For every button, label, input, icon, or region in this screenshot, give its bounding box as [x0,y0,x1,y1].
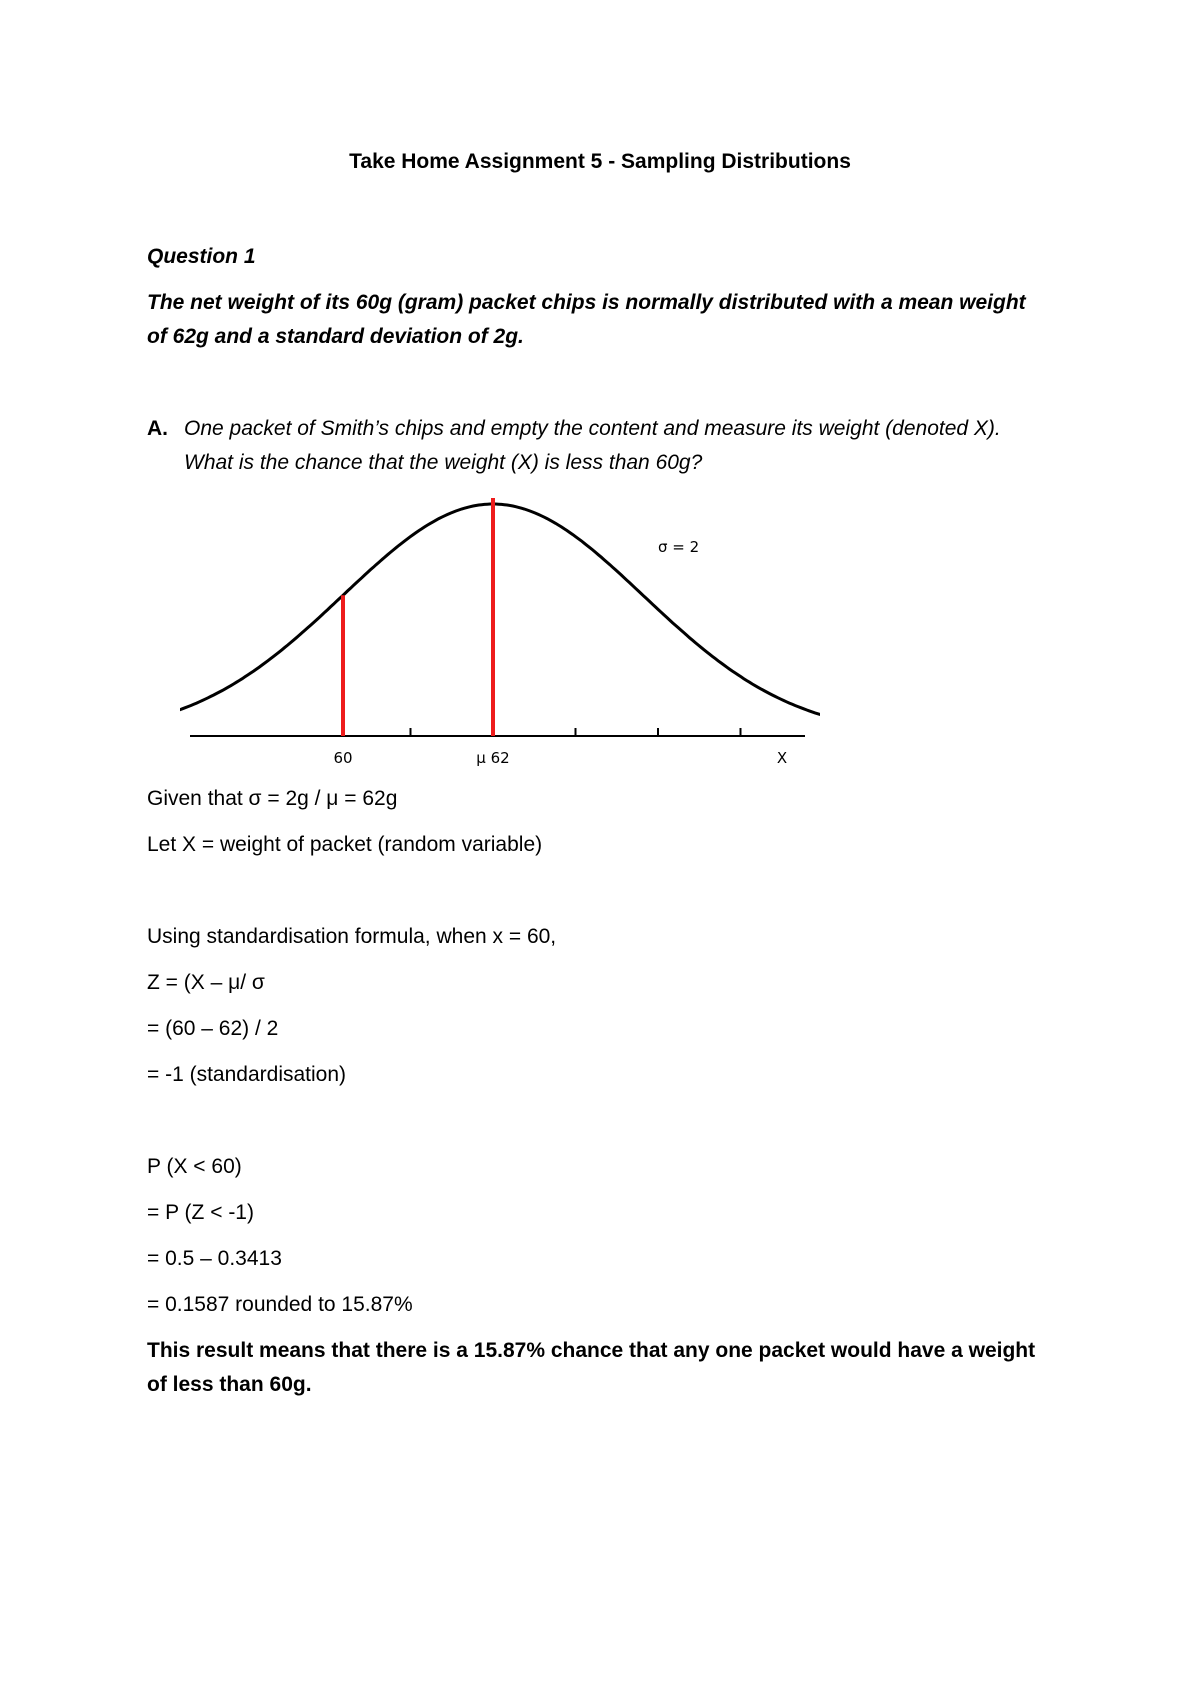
probability-line-1: P (X < 60) [147,1155,242,1178]
normal-curve [180,504,820,732]
normal-distribution-figure [180,490,820,780]
given-line: Given that σ = 2g / μ = 62g [147,787,398,810]
part-a-marker: A. [147,417,168,440]
using-line: Using standardisation formula, when x = 60, [147,925,557,948]
probability-line-4: = 0.1587 rounded to 15.87% [147,1293,413,1316]
x-axis-ticks [180,728,741,736]
part-a-line-1: One packet of Smith’s chips and empty the content and measure its weight (denoted X). [184,417,1001,440]
probability-line-3: = 0.5 – 0.3413 [147,1247,282,1270]
conclusion-line-1: This result means that there is a 15.87% chance that any one packet would have a weight [147,1339,1036,1362]
probability-line-2: = P (Z < -1) [147,1201,254,1224]
z-substitution: = (60 – 62) / 2 [147,1017,279,1040]
part-a-line-2: What is the chance that the weight (X) is less than 60g? [184,451,703,474]
sigma-label: σ = 2 [658,538,700,556]
z-formula: Z = (X – μ/ σ [147,971,265,994]
x-label-60: 60 [333,749,353,767]
z-result: = -1 (standardisation) [147,1063,347,1086]
question-text-line-2: of 62g and a standard deviation of 2g. [147,325,524,348]
page-title: Take Home Assignment 5 - Sampling Distributions [349,150,851,173]
let-line: Let X = weight of packet (random variable) [147,833,543,856]
conclusion-line-2: of less than 60g. [147,1373,312,1396]
x-label-mean: μ 62 [476,749,510,767]
question-text-line-1: The net weight of its 60g (gram) packet chips is normally distributed with a mean weight [147,291,1026,314]
question-heading: Question 1 [147,245,256,268]
x-axis-label: X [776,749,788,767]
